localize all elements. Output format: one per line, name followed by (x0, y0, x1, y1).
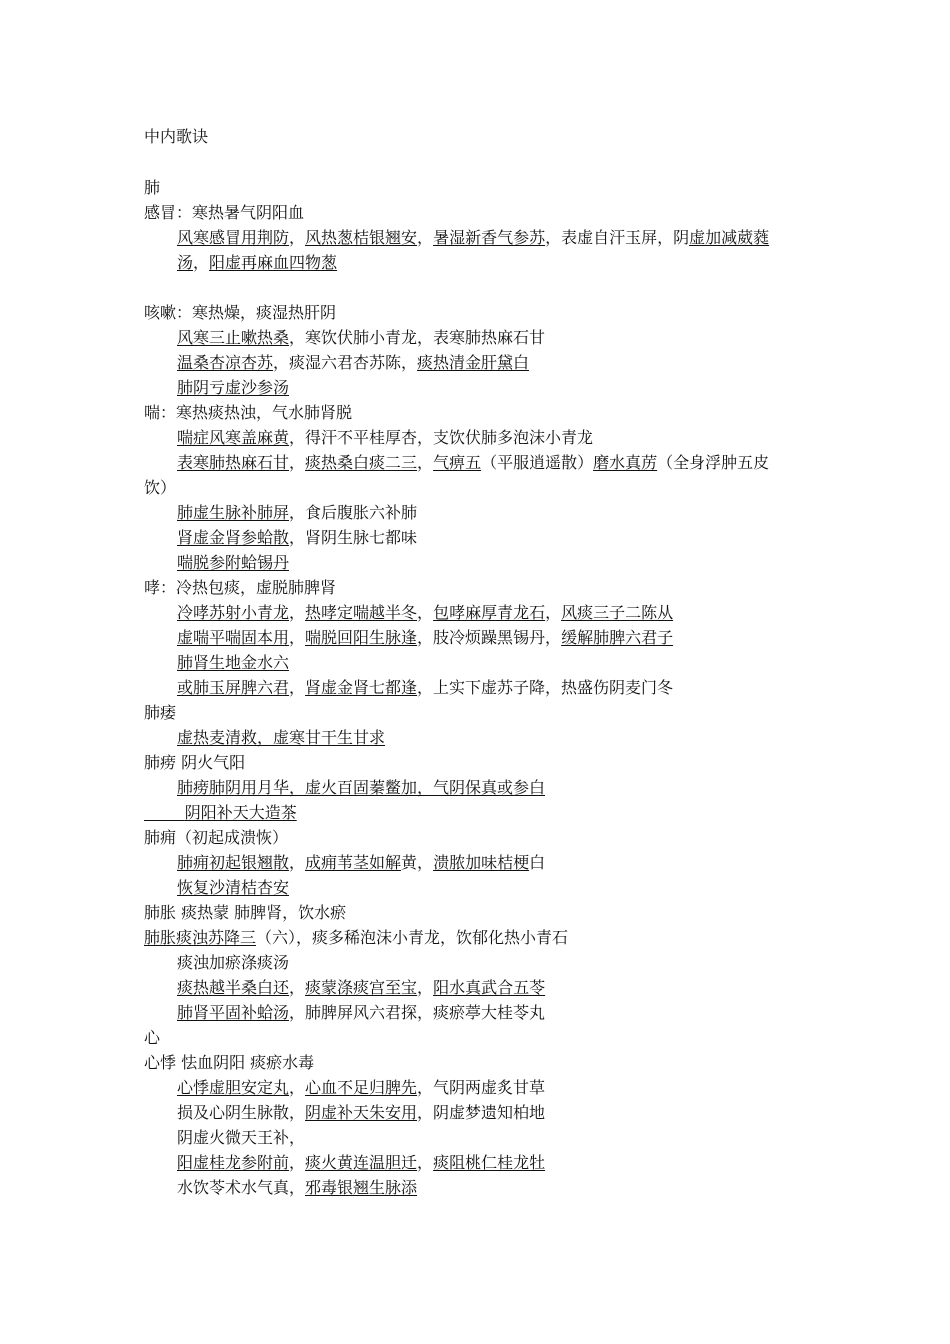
underlined-text: 热哮定喘越半冬 (305, 603, 418, 622)
underlined-text: 虚热麦清救，虚寒甘干生甘求 (177, 728, 386, 747)
text-segment: 黄， (401, 853, 434, 872)
text-segment: ， (289, 1153, 306, 1172)
text-segment: 肺痿 (144, 703, 177, 722)
text-segment: （全身浮肿五皮 (657, 453, 770, 472)
underlined-text: 肺肾平固补蛤汤 (177, 1003, 290, 1022)
underlined-text: 虚喘平喘固本用 (177, 628, 290, 647)
text-segment: ，肾阴生脉七都味 (289, 528, 418, 547)
text-line (177, 675, 847, 700)
underlined-text: 喘脱回阳生脉逢 (305, 628, 418, 647)
text-segment: 阴虚火微天王补， (177, 1128, 306, 1147)
text-line (177, 325, 847, 350)
underlined-text: 汤 (177, 253, 194, 272)
text-segment: ， (289, 678, 306, 697)
underlined-text: 风痰三子二陈从 (561, 603, 674, 622)
underlined-text: 邪毒银翘生脉添 (305, 1178, 418, 1197)
text-line (177, 850, 847, 875)
text-segment: ，肢冷烦躁黑锡丹， (417, 628, 562, 647)
underlined-text: 冷哮苏射小青龙 (177, 603, 290, 622)
text-segment: ，上实下虚苏子降，热盛伤阴麦门冬 (417, 678, 674, 697)
text-line (177, 650, 847, 675)
underlined-text: 风热葱桔银翘安 (305, 228, 418, 247)
text-line (177, 425, 847, 450)
text-line (177, 1000, 847, 1025)
underlined-text: 缓解肺脾六君子 (561, 628, 674, 647)
text-segment: ， (417, 603, 434, 622)
text-segment: ，肺脾屏风六君探，痰瘀葶大桂苓丸 (289, 1003, 546, 1022)
text-segment: ， (417, 1153, 434, 1172)
text-line (177, 725, 847, 750)
underlined-text: 虚加减葳蕤 (689, 228, 770, 247)
text-segment: ， (289, 228, 306, 247)
text-segment: 喘：寒热痰热浊，气水肺肾脱 (144, 403, 353, 422)
text-segment: ， (289, 1078, 306, 1097)
underlined-text: 阴虚补天朱安用 (305, 1103, 418, 1122)
text-segment: 损及心阴生脉散， (177, 1103, 306, 1122)
underlined-text: 气痹五 (433, 453, 482, 472)
text-segment: （六），痰多稀泡沫小青龙，饮郁化热小青石 (256, 928, 569, 947)
text-line (177, 775, 847, 800)
underlined-text (144, 803, 185, 822)
text-line (144, 300, 814, 325)
underlined-text: 肺痨肺阴用月华，虚火百固蓁鳖加，气阴保真或参白 (177, 778, 546, 797)
underlined-text: 痰蒙涤痰宫至宝 (305, 978, 418, 997)
text-line (144, 900, 814, 925)
text-line (144, 400, 814, 425)
text-line (144, 750, 814, 775)
text-line (144, 575, 814, 600)
underlined-text: 成痈苇茎如解 (305, 853, 402, 872)
underlined-text: 肺痈初起银翘散 (177, 853, 290, 872)
text-segment: ， (193, 253, 210, 272)
text-line (177, 1075, 847, 1100)
underlined-text: 阴阳补天大造茶 (184, 803, 297, 822)
underlined-text: 痰火黄连温胆迁 (305, 1153, 418, 1172)
doc-title (144, 124, 814, 149)
text-line (144, 1025, 814, 1050)
underlined-text: 包哮麻厚青龙石 (433, 603, 546, 622)
text-segment: ， (289, 603, 306, 622)
underlined-text: 心血不足归脾先 (305, 1078, 418, 1097)
text-segment: ， (289, 628, 306, 647)
underlined-text: 喘脱参附蛤锡丹 (177, 553, 290, 572)
text-line (177, 975, 847, 1000)
text-line (177, 350, 847, 375)
underlined-text: 心悸虚胆安定丸 (177, 1078, 290, 1097)
underlined-text: 风寒感冒用荆防 (177, 228, 290, 247)
text-line (177, 1100, 847, 1125)
text-segment: 肺痈（初起成溃恢） (144, 828, 289, 847)
text-line (144, 700, 814, 725)
text-segment: 肺胀 痰热蒙 肺脾肾，饮水瘀 (144, 903, 347, 922)
underlined-text: 风寒三止嗽热桑 (177, 328, 290, 347)
text-segment: ， (289, 978, 306, 997)
text-segment: 咳嗽：寒热燥，痰湿热肝阴 (144, 303, 337, 322)
text-segment: 水饮苓术水气真， (177, 1178, 306, 1197)
text-segment: 饮） (144, 478, 177, 497)
text-segment: ，阴虚梦遗知柏地 (417, 1103, 546, 1122)
underlined-text: 或肺玉屏脾六君 (177, 678, 290, 697)
text-line (177, 600, 847, 625)
underlined-text: 痰热清金肝黛白 (417, 353, 530, 372)
underlined-text: 阳水真武合五苓 (433, 978, 546, 997)
text-line (177, 250, 847, 275)
text-segment: 哮：冷热包痰，虚脱肺脾肾 (144, 578, 337, 597)
text-segment: ， (289, 453, 306, 472)
underlined-text: 痰热桑白痰二三 (305, 453, 418, 472)
text-segment: ， (417, 228, 434, 247)
text-segment: ， (417, 978, 434, 997)
text-line (177, 225, 847, 250)
text-segment: ， (289, 853, 306, 872)
text-segment: 心 (144, 1028, 161, 1047)
text-line (144, 925, 814, 950)
text-segment: ，痰湿六君杏苏陈， (273, 353, 418, 372)
text-segment: 痰浊加瘀涤痰汤 (177, 953, 290, 972)
underlined-text: 肾虚金肾七都逢 (305, 678, 418, 697)
text-segment: ，得汗不平桂厚杏，支饮伏肺多泡沫小青龙 (289, 428, 594, 447)
text-segment: 感冒：寒热暑气阴阳血 (144, 203, 305, 222)
text-line (177, 450, 847, 475)
underlined-text: 磨水真苈 (593, 453, 658, 472)
text-segment: 心悸 怯血阴阳 痰瘀水毒 (144, 1053, 315, 1072)
text-line (144, 200, 814, 225)
text-line (177, 875, 847, 900)
text-segment: 中内歌诀 (144, 127, 209, 146)
underlined-text: 肺阴亏虚沙参汤 (177, 378, 290, 397)
text-line (177, 625, 847, 650)
text-line (144, 825, 814, 850)
text-line (177, 1150, 847, 1175)
underlined-text: 肺肾生地金水六 (177, 653, 290, 672)
underlined-text: 溃脓加味桔梗 (433, 853, 530, 872)
text-line (177, 525, 847, 550)
underlined-text: 温桑杏凉杏苏 (177, 353, 274, 372)
text-segment: ，表虚自汗玉屏，阴 (545, 228, 690, 247)
text-segment: ，气阴两虚炙甘草 (417, 1078, 546, 1097)
underlined-text: 痰阻桃仁桂龙牡 (433, 1153, 546, 1172)
underlined-text: 表寒肺热麻石甘 (177, 453, 290, 472)
text-line (177, 1175, 847, 1200)
underlined-text: 肺虚生脉补肺屏 (177, 503, 290, 522)
text-line (144, 475, 814, 500)
underlined-text: 阳虚桂龙参附前 (177, 1153, 290, 1172)
underlined-text: 喘症风寒盖麻黄 (177, 428, 290, 447)
underlined-text: 肾虚金肾参蛤散 (177, 528, 290, 547)
text-segment: （平服逍遥散） (481, 453, 594, 472)
underlined-text: 暑湿新香气参苏 (433, 228, 546, 247)
text-line (177, 1125, 847, 1150)
underlined-text: 痰热越半桑白还 (177, 978, 290, 997)
text-segment: ， (545, 603, 562, 622)
text-line (177, 550, 847, 575)
text-line (177, 950, 847, 975)
text-segment: ，食后腹胀六补肺 (289, 503, 418, 522)
text-line (144, 175, 814, 200)
underlined-text: 肺胀痰浊苏降三 (144, 928, 257, 947)
underlined-text: 阳虚再麻血四物葱 (209, 253, 338, 272)
text-segment: 白 (529, 853, 546, 872)
text-line (144, 1050, 814, 1075)
text-segment: 肺 (144, 178, 161, 197)
text-line (177, 500, 847, 525)
text-segment: 肺痨 阴火气阳 (144, 753, 246, 772)
text-line (144, 800, 814, 825)
text-segment: ， (417, 453, 434, 472)
text-line (177, 375, 847, 400)
text-segment: ，寒饮伏肺小青龙，表寒肺热麻石甘 (289, 328, 546, 347)
underlined-text: 恢复沙清桔杏安 (177, 878, 290, 897)
